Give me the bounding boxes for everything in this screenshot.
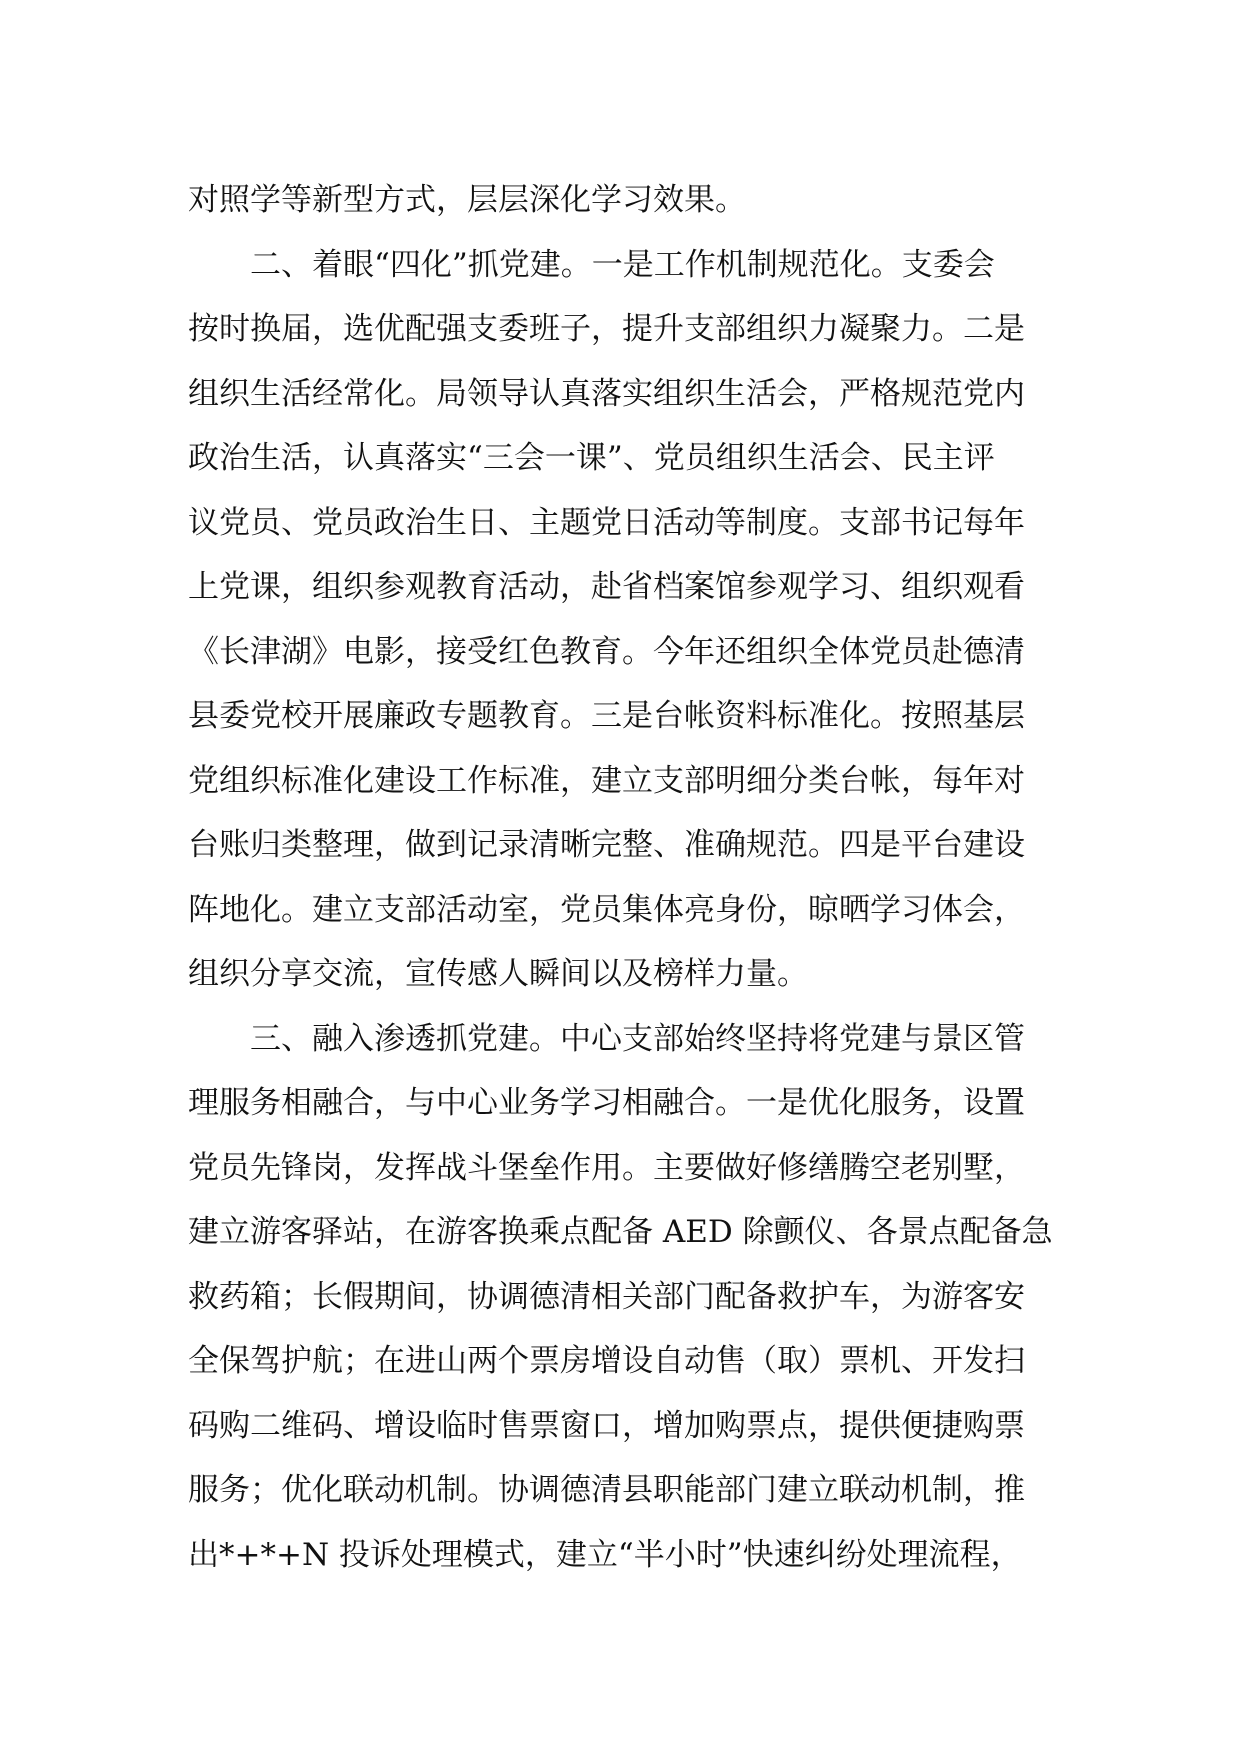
text-line: 县委党校开展廉政专题教育。三是台帐资料标准化。按照基层 [188, 698, 1025, 734]
text-line: 理服务相融合，与中心业务学习相融合。一是优化服务，设置 [188, 1085, 1025, 1121]
text-line: 三、融入渗透抓党建。中心支部始终坚持将党建与景区管 [188, 1020, 1025, 1057]
text-line: 阵地化。建立支部活动室，党员集体亮身份，晾晒学习体会， [188, 891, 1025, 928]
text-line: 建立游客驿站，在游客换乘点配备 AED 除颤仪、各景点配备急 [188, 1214, 1053, 1250]
paragraph-section-three [188, 1007, 1061, 1588]
text-line: 二、着眼“四化”抓党建。一是工作机制规范化。支委会 [188, 246, 995, 283]
text-line: 党组织标准化建设工作标准，建立支部明细分类台帐，每年对 [188, 762, 1025, 799]
text-line: 全保驾护航；在进山两个票房增设自动售（取）票机、开发扫 [188, 1343, 1025, 1379]
text-line: 政治生活，认真落实“三会一课”、党员组织生活会、民主评 [188, 440, 995, 476]
paragraph-section-two [188, 233, 1061, 1007]
text-line: 《长津湖》电影，接受红色教育。今年还组织全体党员赴德清 [188, 633, 1025, 670]
text-line: 上党课，组织参观教育活动，赴省档案馆参观学习、组织观看 [188, 569, 1025, 605]
text-line: 救药箱；长假期间，协调德清相关部门配备救护车，为游客安 [188, 1278, 1025, 1315]
text-line: 议党员、党员政治生日、主题党日活动等制度。支部书记每年 [188, 504, 1025, 541]
text-line: 台账归类整理，做到记录清晰完整、准确规范。四是平台建设 [188, 827, 1025, 863]
text-line: 码购二维码、增设临时售票窗口，增加购票点，提供便捷购票 [188, 1407, 1025, 1444]
document-body [188, 168, 1061, 1587]
text-line: 按时换届，选优配强支委班子，提升支部组织力凝聚力。二是 [188, 311, 1025, 347]
text-line: 党员先锋岗，发挥战斗堡垒作用。主要做好修缮腾空老别墅， [188, 1149, 1025, 1186]
text-line: 组织分享交流，宣传感人瞬间以及榜样力量。 [188, 956, 808, 992]
text-line: 服务；优化联动机制。协调德清县职能部门建立联动机制，推 [188, 1472, 1025, 1508]
text-line: 出*+*+N 投诉处理模式，建立“半小时”快速纠纷处理流程， [188, 1536, 1022, 1573]
text-line: 组织生活经常化。局领导认真落实组织生活会，严格规范党内 [188, 375, 1025, 412]
text-line: 对照学等新型方式，层层深化学习效果。 [188, 182, 746, 218]
paragraph-continuation [188, 168, 1061, 233]
